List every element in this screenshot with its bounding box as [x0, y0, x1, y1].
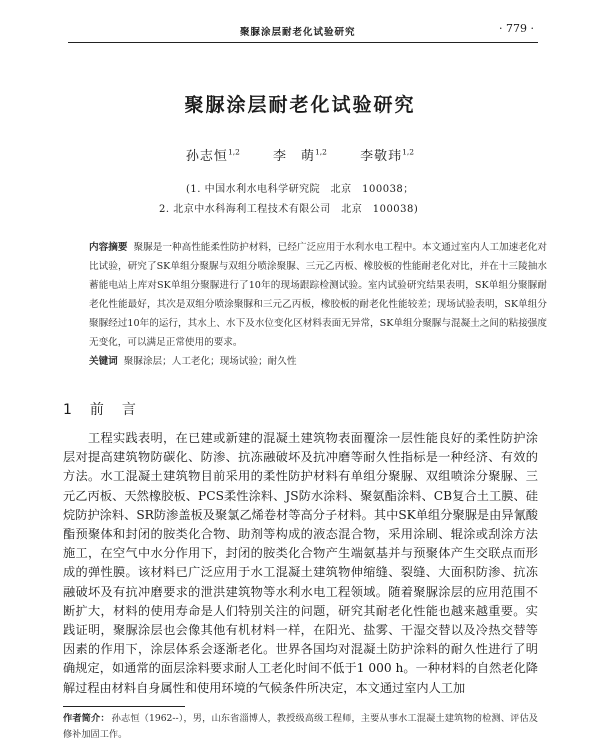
author-3	[360, 145, 414, 164]
running-header	[68, 20, 538, 43]
author-1	[186, 145, 240, 164]
affiliation-1: (1. 中国水利水电科学研究院 北京 100038；	[186, 184, 414, 195]
author-2	[273, 145, 327, 164]
footnote-text: 孙志恒（1962--），男，山东省淄博人，教授级高级工程师，主要从事水工混凝土建筑物的检测、评估及修补加固工作。	[63, 713, 538, 740]
author-name: 李敬玮	[360, 149, 403, 164]
keywords-label: 关键词	[89, 356, 118, 367]
affiliation-marks: 1,2	[402, 147, 415, 157]
footnote-label: 作者简介：	[63, 713, 110, 724]
abstract-text: 聚脲是一种高性能柔性防护材料，已经广泛应用于水利水电工程中。本文通过室内人工加速老化对比试验，研究了SK单组分聚脲与双组分喷涂聚脲、三元乙丙板、橡胶板的性能耐老化对比，并在十三陵抽水蓄能电站上库对SK单组分聚脲进行了10年的现场跟踪检测试验。室内试验研究结果表明，SK单组分聚脲耐老化性能最好，其次是双组分喷涂聚脲和三元乙丙板，橡胶板的耐老化性能较差；现场试验表明，SK单组分聚脲经过10年的运行，其水上、水下及水位变化区材料表面无异常，SK单组分聚脲与混凝土之间的粘接强度无变化，可以满足正常使用的要求。	[89, 242, 548, 348]
section-heading	[63, 399, 138, 419]
author-list	[0, 145, 600, 164]
keywords	[89, 352, 547, 371]
affiliation-2: 2. 北京中水科海利工程技术有限公司 北京 100038)	[159, 204, 419, 215]
affiliation-marks: 1,2	[315, 147, 327, 157]
article-title: 聚脲涂层耐老化试验研究	[184, 94, 416, 116]
author-name: 孙志恒	[185, 149, 228, 164]
section-title: 前 言	[89, 402, 138, 418]
author-name: 李 萌	[273, 149, 316, 164]
keywords-text: 聚脲涂层；人工老化；现场试验；耐久性	[123, 356, 297, 367]
author-footnote	[63, 711, 538, 743]
running-title: 聚脲涂层耐老化试验研究	[240, 27, 356, 38]
section-number: 1	[63, 402, 74, 418]
body-paragraph: 工程实践表明，在已建或新建的混凝土建筑物表面覆涂一层性能良好的柔性防护涂层对提高建筑物防碳化、防渗、抗冻融破坏及抗冲磨等耐久性指标是一种经济、有效的方法。水工混凝土建筑物目前采用的柔性防护材料有单组分聚脲、双组喷涂分聚脲、三元乙丙板、天然橡胶板、PCS柔性涂料、JS防水涂料、聚氨酯涂料、CB复合土工膜、硅烷防护涂料、SR防渗盖板及聚氯乙烯卷材等高分子材料。其中SK单组分聚脲是由异氰酸酯预聚体和封闭的胺类化合物、助剂等构成的液态混合物，采用涂刷、辊涂或刮涂方法施工，在空气中水分作用下，封闭的胺类化合物产生端氨基并与预聚体产生交联点而形成的弹性膜。该材料已广泛应用于水工混凝土建筑物伸缩缝、裂缝、大面积防渗、抗冻融破坏及有抗冲磨要求的泄洪建筑物等水利水电工程领域。随着聚脲涂层的应用范围不断扩大，材料的使用寿命是人们特别关注的问题，研究其耐老化性能也越来越重要。实践证明，聚脲涂层也会像其他有机材料一样，在阳光、盐雾、干湿交替以及冷热交替等因素的作用下，涂层体系会逐渐老化。世界各国均对混凝土防护涂料的耐久性进行了明确规定，如通常的面层涂料要求耐人工老化时间不低于1 000 h。一种材料的自然老化降解过程由材料自身属性和使用环境的气候条件所决定，本文通过室内人工加	[63, 431, 538, 695]
abstract	[89, 238, 547, 352]
page-number: · 779 ·	[499, 22, 534, 35]
affiliation-marks: 1,2	[227, 147, 240, 157]
abstract-label: 内容摘要	[89, 242, 128, 253]
footnote-divider	[63, 706, 185, 707]
